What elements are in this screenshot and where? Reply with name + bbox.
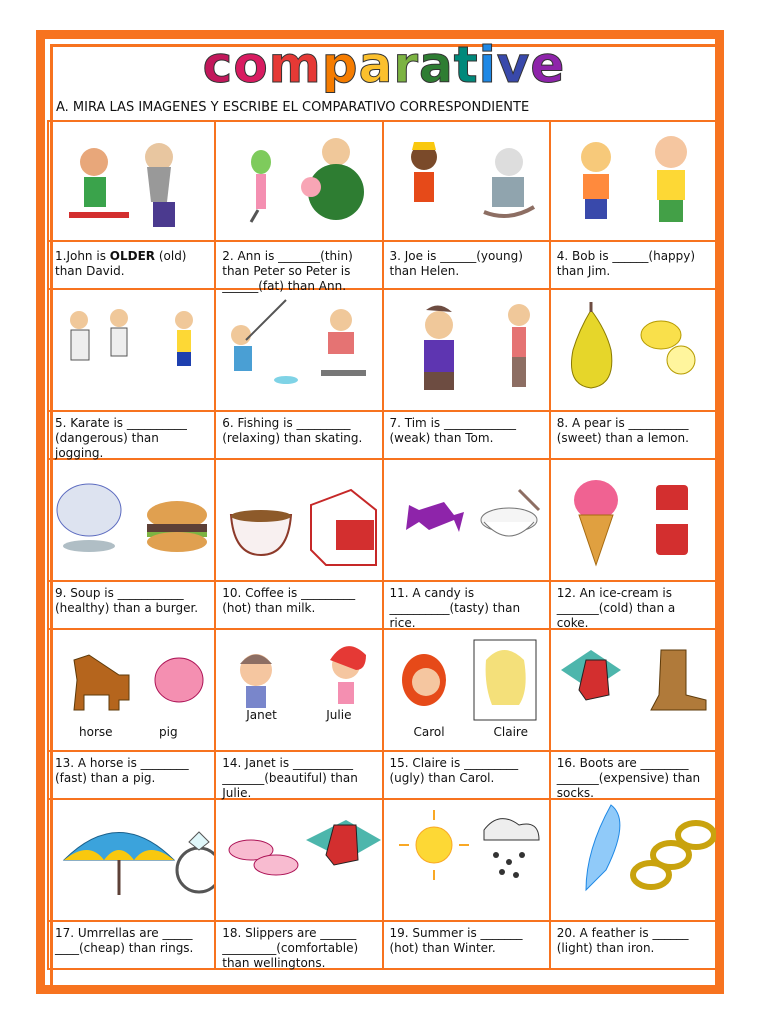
title-letter: v: [496, 36, 531, 94]
exercise-sentence: [216, 750, 381, 798]
exercise-sentence: [384, 920, 549, 968]
exercise-cell: [384, 800, 551, 970]
exercise-sentence: [49, 750, 214, 798]
illustration-label: Carol: [413, 725, 445, 739]
exercise-illustration: [216, 460, 381, 580]
sentence-text: 10. Coffee is _________ (hot) than milk.: [222, 586, 356, 615]
sentence-text: 15. Claire is _________ (ugly) than Carol.: [389, 756, 519, 785]
exercise-illustration: [384, 800, 549, 920]
sentence-answer: OLDER: [109, 249, 156, 263]
exercise-cell: [384, 630, 551, 800]
exercise-illustration: [384, 460, 549, 580]
exercise-illustration: [49, 122, 214, 240]
exercise-sentence: [216, 580, 381, 628]
exercise-grid: [47, 120, 718, 970]
exercise-cell: [384, 460, 551, 630]
title-letter: r: [393, 36, 419, 94]
exercise-sentence: [49, 410, 214, 458]
exercise-illustration: [384, 122, 549, 240]
grid-row: [47, 290, 718, 460]
title-letter: a: [358, 36, 394, 94]
exercise-illustration: [216, 800, 381, 920]
sentence-text: 9. Soup is ___________ (healthy) than a burger.: [55, 586, 199, 615]
sentence-text: 12. An ice-cream is _______(cold) than a coke.: [556, 586, 676, 630]
title-letter: p: [321, 36, 359, 94]
worksheet-title: [0, 36, 768, 94]
title-letter: a: [419, 36, 454, 94]
illustration-label: Janet: [246, 708, 277, 722]
exercise-cell: [49, 460, 216, 630]
exercise-illustration: [216, 122, 381, 240]
sentence-text: 6. Fishing is _________ (relaxing) than skating.: [222, 416, 363, 445]
grid-row: [47, 800, 718, 970]
sentence-text: 5. Karate is __________ (dangerous) than jogging.: [55, 416, 187, 460]
exercise-cell: [384, 120, 551, 290]
exercise-sentence: [384, 240, 549, 288]
exercise-cell: [384, 290, 551, 460]
exercise-illustration: [384, 630, 549, 750]
instruction-text: A. MIRA LAS IMAGENES Y ESCRIBE EL COMPARATIVO CORRESPONDIENTE: [56, 100, 530, 115]
sentence-text: 20. A feather is ______ (light) than iron.: [556, 926, 689, 955]
exercise-illustration: [49, 460, 214, 580]
exercise-illustration: [551, 630, 716, 750]
exercise-illustration: [216, 290, 381, 410]
exercise-cell: [216, 800, 383, 970]
exercise-sentence: [49, 580, 214, 628]
exercise-cell: [216, 630, 383, 800]
sentence-text: 3. Joe is ______(young) than Helen.: [389, 249, 523, 278]
exercise-cell: [49, 290, 216, 460]
exercise-cell: [49, 630, 216, 800]
exercise-illustration: [384, 290, 549, 410]
exercise-sentence: [384, 410, 549, 458]
sentence-text: 7. Tim is ____________ (weak) than Tom.: [389, 416, 516, 445]
exercise-illustration: [551, 460, 716, 580]
sentence-text: 13. A horse is ________ (fast) than a pig.: [55, 756, 189, 785]
title-letter: o: [233, 36, 269, 94]
title-letter: t: [453, 36, 479, 94]
sentence-text: 19. Summer is _______ (hot) than Winter.: [389, 926, 523, 955]
sentence-text: (old) than David.: [55, 249, 187, 278]
exercise-illustration: [551, 800, 716, 920]
exercise-illustration: [216, 630, 381, 750]
title-letter: m: [268, 36, 322, 94]
exercise-cell: [216, 460, 383, 630]
exercise-cell: [551, 460, 718, 630]
sentence-text: 16. Boots are ________ _______(expensive) than socks.: [556, 756, 701, 800]
sentence-text: 2. Ann is _______(thin) than Peter so Peter is ______(fat) than Ann.: [222, 249, 353, 293]
illustration-label: pig: [159, 725, 178, 739]
exercise-sentence: [216, 410, 381, 458]
exercise-sentence: [216, 240, 381, 293]
exercise-sentence: [384, 750, 549, 798]
exercise-illustration: [49, 800, 214, 920]
sentence-text: 14. Janet is __________ _______(beautiful) than Julie.: [222, 756, 358, 800]
exercise-sentence: [49, 240, 214, 288]
sentence-text: 8. A pear is __________ (sweet) than a lemon.: [556, 416, 689, 445]
sentence-text: 18. Slippers are ______ _________(comfortable) than wellingtons.: [222, 926, 359, 970]
exercise-illustration: [551, 122, 716, 240]
grid-row: [47, 460, 718, 630]
illustration-label: Claire: [493, 725, 528, 739]
sentence-text: 1.John is: [55, 249, 110, 263]
grid-row: [47, 120, 718, 293]
exercise-sentence: [551, 580, 716, 628]
exercise-sentence: [551, 750, 716, 798]
exercise-cell: [216, 120, 383, 293]
exercise-cell: [49, 120, 216, 290]
exercise-sentence: [551, 240, 716, 288]
sentence-text: 4. Bob is ______(happy) than Jim.: [556, 249, 696, 278]
exercise-sentence: [216, 920, 381, 968]
exercise-illustration: [551, 290, 716, 410]
exercise-illustration: [49, 630, 214, 750]
grid-row: [47, 630, 718, 800]
exercise-cell: [551, 800, 718, 970]
sentence-text: 11. A candy is __________(tasty) than rice.: [389, 586, 521, 630]
exercise-cell: [216, 290, 383, 460]
exercise-cell: [551, 120, 718, 290]
title-letter: e: [530, 36, 566, 94]
exercise-sentence: [551, 410, 716, 458]
illustration-label: Julie: [326, 708, 352, 722]
title-letter: c: [202, 36, 234, 94]
exercise-cell: [49, 800, 216, 970]
sentence-text: 17. Umrrellas are _____ ____(cheap) than rings.: [55, 926, 194, 955]
illustration-label: horse: [79, 725, 113, 739]
exercise-cell: [551, 630, 718, 800]
title-letter: i: [478, 36, 497, 94]
exercise-sentence: [551, 920, 716, 968]
exercise-cell: [551, 290, 718, 460]
exercise-illustration: [49, 290, 214, 410]
exercise-sentence: [49, 920, 214, 968]
exercise-sentence: [384, 580, 549, 628]
